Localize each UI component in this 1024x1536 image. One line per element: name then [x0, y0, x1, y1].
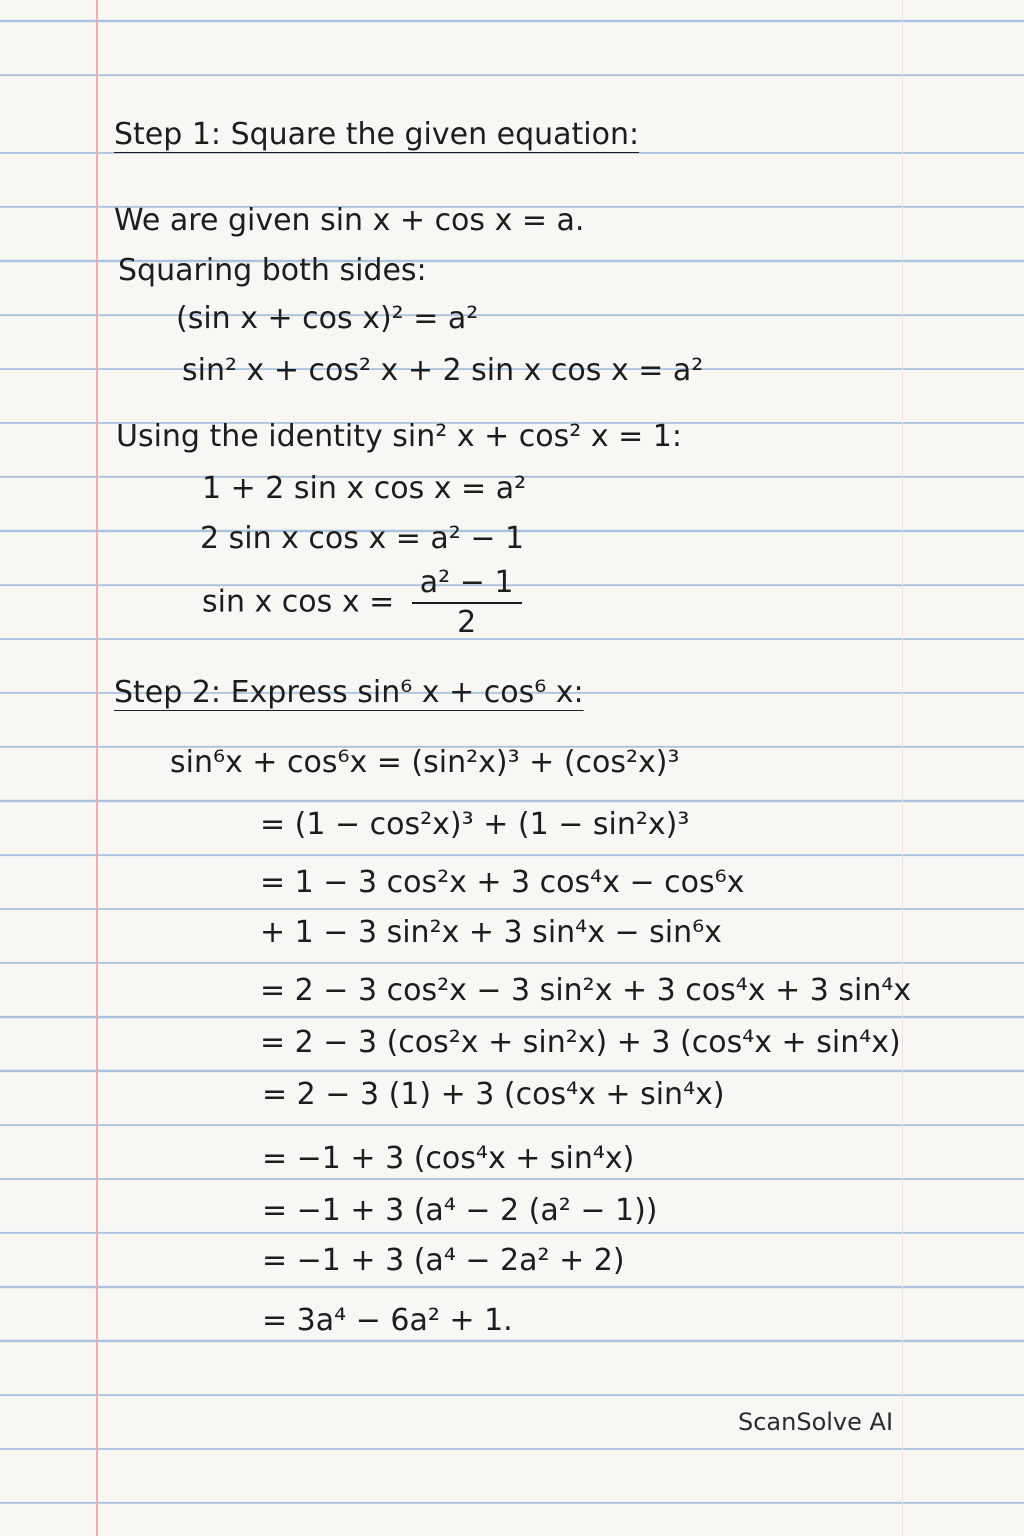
brand-watermark: ScanSolve AI — [738, 1408, 894, 1436]
step2-line-11: = 3a⁴ − 6a² + 1. — [262, 1303, 513, 1338]
fraction-numerator: a² − 1 — [412, 568, 522, 604]
step2-line-2: = (1 − cos²x)³ + (1 − sin²x)³ — [260, 807, 690, 842]
step2-line-6: = 2 − 3 (cos²x + sin²x) + 3 (cos⁴x + sin⁴x) — [260, 1025, 901, 1060]
given-statement: We are given sin x + cos x = a. — [114, 203, 585, 238]
equation-5-left: sin x cos x = — [202, 584, 395, 620]
right-margin-line — [902, 0, 903, 1536]
equation-1: (sin x + cos x)² = a² — [176, 301, 479, 336]
equation-5 — [202, 565, 522, 640]
equation-4: 2 sin x cos x = a² − 1 — [200, 521, 525, 556]
identity-statement: Using the identity sin² x + cos² x = 1: — [116, 419, 682, 454]
equation-5-fraction — [412, 565, 522, 640]
squaring-label: Squaring both sides: — [118, 253, 427, 288]
step2-line-10: = −1 + 3 (a⁴ − 2a² + 2) — [262, 1243, 625, 1278]
step2-line-3: = 1 − 3 cos²x + 3 cos⁴x − cos⁶x — [260, 865, 745, 900]
step2-heading: Step 2: Express sin⁶ x + cos⁶ x: — [114, 675, 584, 710]
equation-2: sin² x + cos² x + 2 sin x cos x = a² — [182, 353, 704, 388]
step2-line-9: = −1 + 3 (a⁴ − 2 (a² − 1)) — [262, 1193, 658, 1228]
fraction-denominator: 2 — [457, 605, 477, 640]
step1-heading: Step 1: Square the given equation: — [114, 117, 640, 152]
left-margin-line — [96, 0, 98, 1536]
step2-line-8: = −1 + 3 (cos⁴x + sin⁴x) — [262, 1141, 635, 1176]
equation-3: 1 + 2 sin x cos x = a² — [202, 471, 527, 506]
step2-line-1: sin⁶x + cos⁶x = (sin²x)³ + (cos²x)³ — [170, 745, 680, 780]
step2-line-5: = 2 − 3 cos²x − 3 sin²x + 3 cos⁴x + 3 sin⁴x — [260, 973, 912, 1008]
step2-line-7: = 2 − 3 (1) + 3 (cos⁴x + sin⁴x) — [262, 1077, 725, 1112]
step2-line-4: + 1 − 3 sin²x + 3 sin⁴x − sin⁶x — [260, 915, 722, 950]
